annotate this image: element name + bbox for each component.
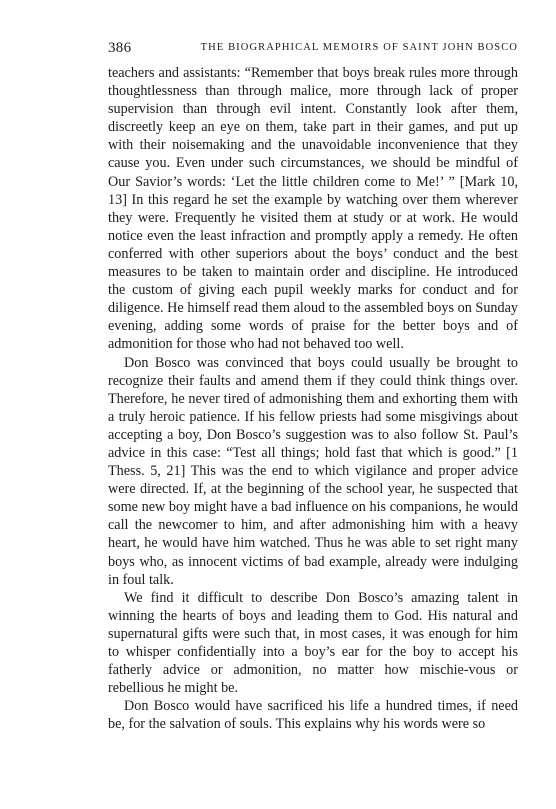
page-number: 386 [108,40,132,56]
page-header [108,40,518,60]
paragraph-continued: teachers and assistants: “Remember that boys break rules more through thoughtlessness than through malice, more through lack of proper supervision than through evil intent. Constantly look after them, discreetly keep an eye on them, take part in their games, and put up with their noisemaking and the unavoidable inconvenience that they cause you. Even under such circumstances, we should be mindful of Our Savior’s words: ‘Let the little children come to Me!’ ” [Mark 10, 13] In this regard he set the example by watching over them wherever they were. Frequently he visited them at study or at work. He would notice even the least infraction and promptly apply a remedy. He often conferred with other superiors about the boys’ conduct and the best measures to be taken to maintain order and discipline. He introduced the custom of giving each pupil weekly marks for conduct and for diligence. He himself read them aloud to the assembled boys on Sunday evening, adding some words of praise for the better boys and of admonition for those who had not behaved too well. [108,65,518,353]
paragraph: We find it difficult to describe Don Bosco’s amazing talent in winning the hearts of boys and leading them to God. His natural and supernatural gifts were such that, in most cases, it was enough for him to whisper confidentially into a boy’s ear for the boy to accept his fatherly advice or admonition, no matter how mischie-vous or rebellious he might be. [108,589,518,697]
running-title: THE BIOGRAPHICAL MEMOIRS OF SAINT JOHN BOSCO [200,42,518,53]
body-text [108,64,518,733]
paragraph: Don Bosco was convinced that boys could usually be brought to recognize their faults and amend them if they could think things over. Therefore, he never tired of admonishing them and exhorting them with a truly heroic patience. If his fellow priests had some misgivings about accepting a boy, Don Bosco’s suggestion was to also follow St. Paul’s advice in this case: “Test all things; hold fast that which is good.” [1 Thess. 5, 21] This was the end to which vigilance and proper advice were directed. If, at the beginning of the school year, he suspected that some new boy might have a bad influence on his companions, he would call the newcomer to him, and after admonishing him with a heavy heart, he would have him watched. Thus he was able to set right many boys who, as innocent victims of bad example, already were indulging in foul talk. [108,354,518,588]
paragraph: Don Bosco would have sacrificed his life a hundred times, if need be, for the salvation of souls. This explains why his words were so [108,698,518,733]
